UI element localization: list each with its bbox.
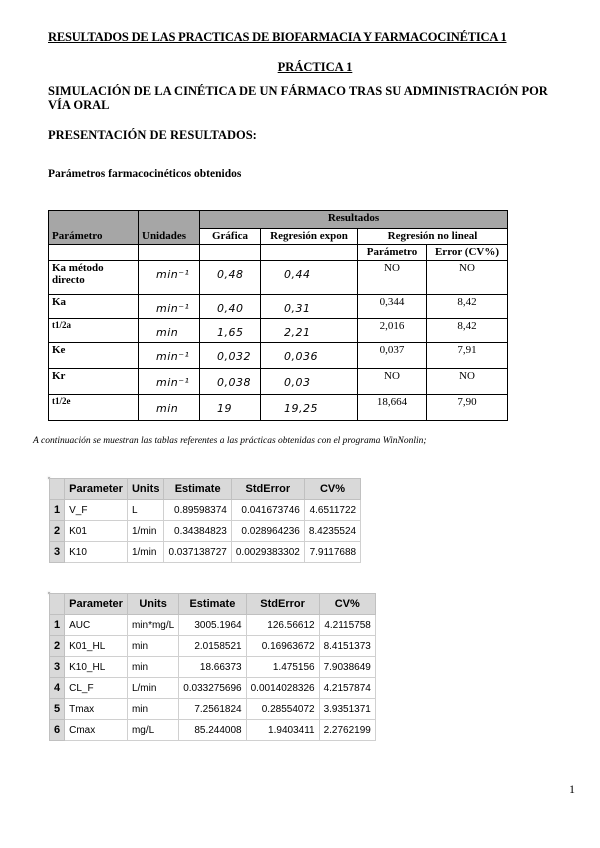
page-number: 1: [569, 782, 575, 796]
parameters-subheading: Parámetros farmacocinéticos obtenidos: [48, 168, 242, 180]
table-row: 4 CL_F L/min 0.033275696 0.0014028326 4.2157874: [50, 678, 376, 699]
practica-heading: PRÁCTICA 1: [277, 60, 353, 74]
winnonlin-caption: A continuación se muestran las tablas referentes a las prácticas obtenidas con el programa WinNonlin;: [33, 436, 427, 446]
presentation-heading: PRESENTACIÓN DE RESULTADOS:: [48, 128, 257, 142]
winnonlin-table-primary: Parameter Units Estimate StdError CV% 1 V_F L 0.89598374 0.041673746 4.6511722 2 K01 1/min 0.34384823 0.028964236 8.4235524 3 K10 1/min 0.037138727 0.0029383302 7.9117688: [48, 477, 50, 479]
table-row: Kr min⁻¹ 0,038 0,03 NO NO: [49, 369, 508, 395]
table-row: Ka min⁻¹ 0,40 0,31 0,344 8,42: [49, 295, 508, 319]
col-regresion-expon: Regresión expon: [261, 229, 358, 245]
col-unidades: Unidades: [139, 229, 200, 245]
sub-parametro: Parámetro: [358, 245, 427, 261]
col-grafica: Gráfica: [200, 229, 261, 245]
table-row: 3 K10_HL min 18.66373 1.475156 7.9038649: [50, 657, 376, 678]
table-row: 2 K01 1/min 0.34384823 0.028964236 8.4235524: [50, 521, 361, 542]
winnonlin-table-secondary: Parameter Units Estimate StdError CV% 1 AUC min*mg/L 3005.1964 126.56612 4.2115758 2 K01_HL min 2.0158521 0.16963672 8.4151373 3 K10_HL min 18.66373 1.475156 7.9038649 4 CL_F L/min 0.033275696 0.0014028326 4.2157874 5 Tmax min 7.2561824 0.28554072 3.9351371 6 Cmax mg/L 85.244008 1.9403411 2.2762199: [48, 592, 50, 594]
col-parametro: Parámetro: [49, 229, 139, 245]
table-row: t1/2a min 1,65 2,21 2,016 8,42: [49, 319, 508, 343]
table-row: 5 Tmax min 7.2561824 0.28554072 3.9351371: [50, 699, 376, 720]
table-row: t1/2e min 19 19,25 18,664 7,90: [49, 395, 508, 421]
simulation-heading: SIMULACIÓN DE LA CINÉTICA DE UN FÁRMACO TRAS SU ADMINISTRACIÓN POR VÍA ORAL: [48, 84, 548, 112]
sub-error: Error (CV%): [427, 245, 508, 261]
col-regresion-no-lineal: Regresión no lineal: [358, 229, 508, 245]
table-row: Ke min⁻¹ 0,032 0,036 0,037 7,91: [49, 343, 508, 369]
table-row: 1 AUC min*mg/L 3005.1964 126.56612 4.2115758: [50, 615, 376, 636]
table-row: 1 V_F L 0.89598374 0.041673746 4.6511722: [50, 500, 361, 521]
table-row: 6 Cmax mg/L 85.244008 1.9403411 2.2762199: [50, 720, 376, 741]
document-title: RESULTADOS DE LAS PRACTICAS DE BIOFARMACIA Y FARMACOCINÉTICA 1: [48, 30, 507, 44]
table-row: 3 K10 1/min 0.037138727 0.0029383302 7.9117688: [50, 542, 361, 563]
pk-parameters-table: [48, 210, 508, 421]
resultados-header: Resultados: [200, 211, 508, 229]
table-row: 2 K01_HL min 2.0158521 0.16963672 8.4151373: [50, 636, 376, 657]
table-row: Ka método directo min⁻¹ 0,48 0,44 NO NO: [49, 261, 508, 295]
